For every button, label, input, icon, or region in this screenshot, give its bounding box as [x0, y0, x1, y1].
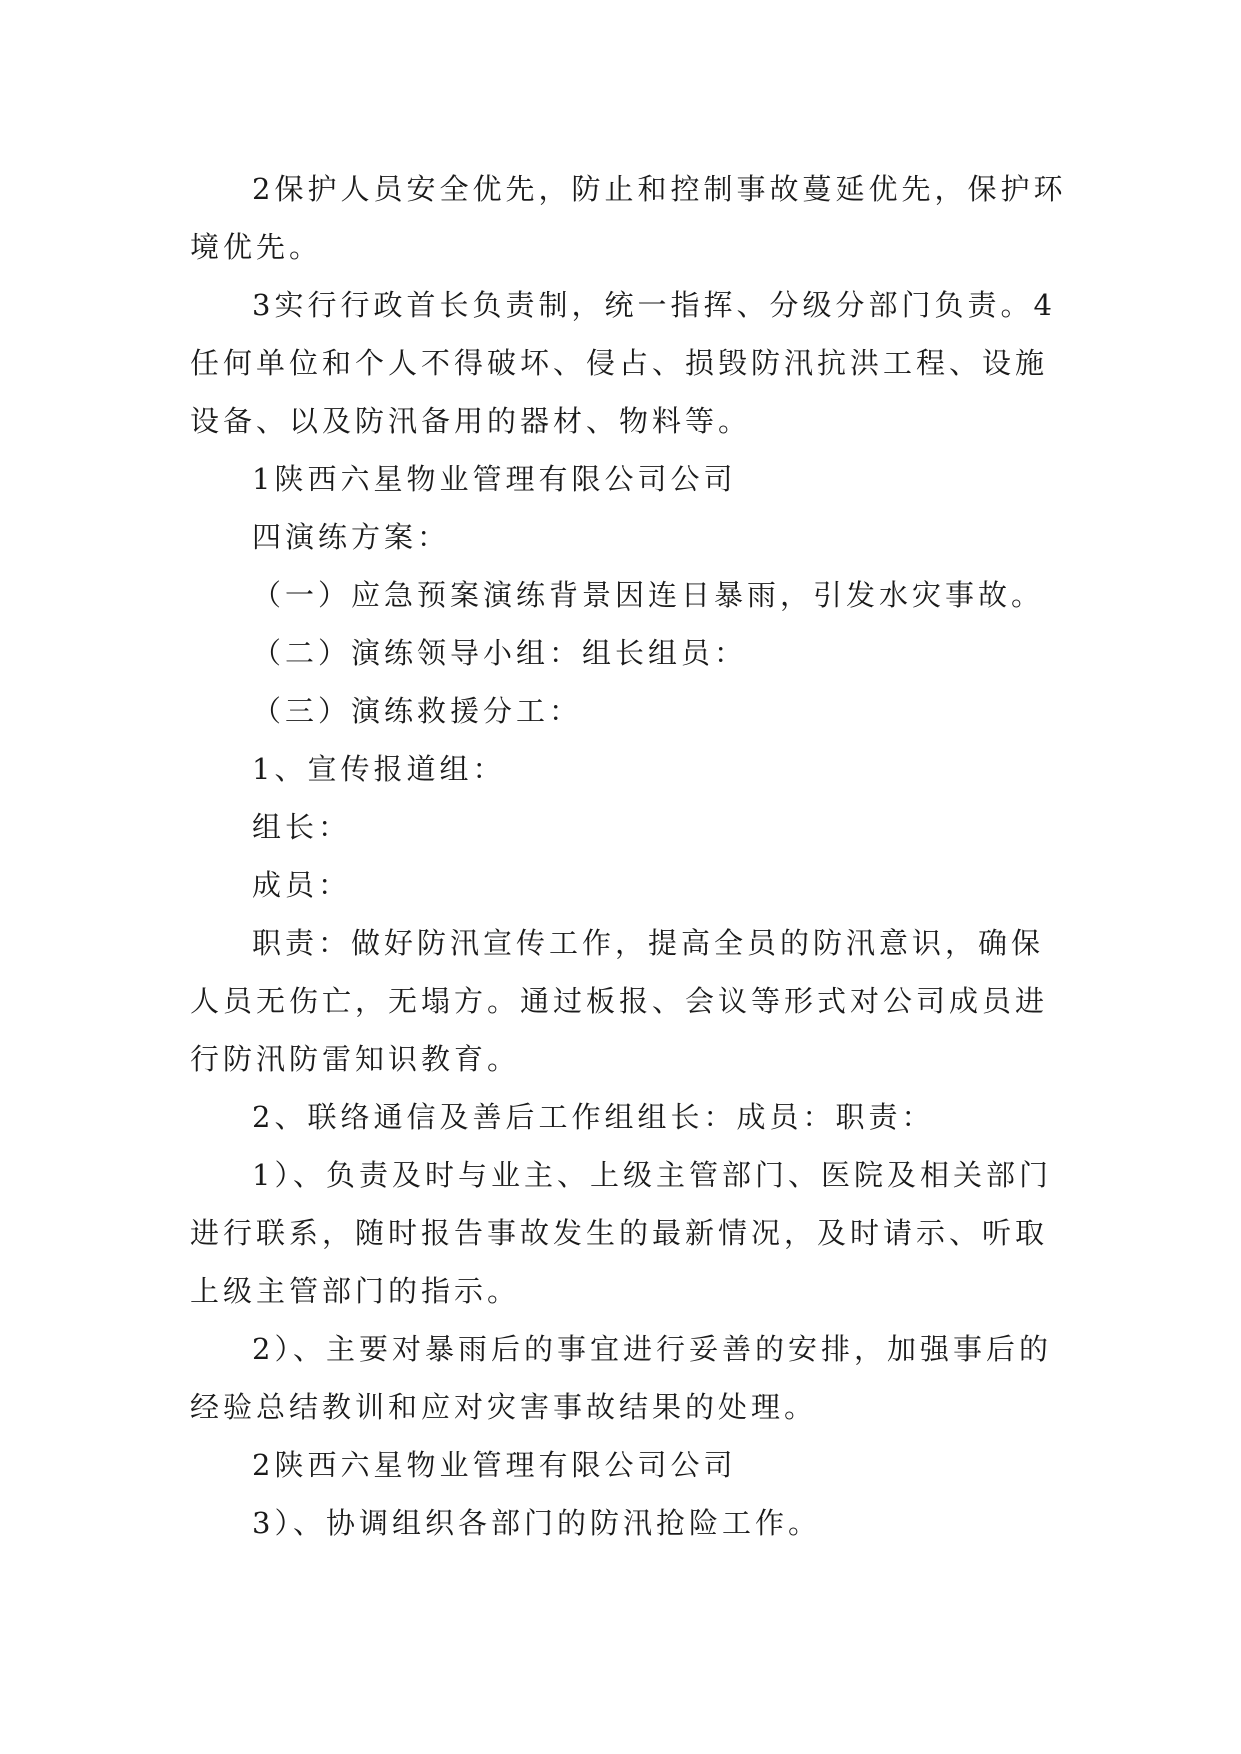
paragraph-company-2: 2陕西六星物业管理有限公司公司	[252, 1448, 737, 1482]
paragraph-drill-background: （一）应急预案演练背景因连日暴雨，引发水灾事故。	[252, 578, 1045, 612]
paragraph-principle-3-4: 3实行行政首长负责制，统一指挥、分级分部门负责。4任何单位和个人不得破坏、侵占、损毁防汛抗洪工程、设施设备、以及防汛备用的器材、物料等。	[190, 288, 1056, 438]
paragraph-liaison-group: 2、联络通信及善后工作组组长：成员：职责：	[252, 1100, 935, 1134]
paragraph-drill-division: （三）演练救援分工：	[252, 694, 583, 728]
paragraph-principle-2: 2保护人员安全优先，防止和控制事故蔓延优先，保护环境优先。	[190, 172, 1067, 264]
document-body	[190, 160, 1070, 1552]
paragraph-liaison-duty-3: 3）、协调组织各部门的防汛抢险工作。	[252, 1506, 821, 1540]
paragraph-drill-leadership: （二）演练领导小组：组长组员：	[252, 636, 748, 670]
paragraph-group-leader: 组长：	[252, 810, 352, 844]
section-heading-drill-plan: 四演练方案：	[252, 520, 451, 554]
paragraph-publicity-group: 1、宣传报道组：	[252, 752, 506, 786]
paragraph-group-members: 成员：	[252, 868, 352, 902]
paragraph-publicity-duties: 职责：做好防汛宣传工作，提高全员的防汛意识，确保人员无伤亡，无塌方。通过板报、会议等形式对公司成员进行防汛防雷知识教育。	[190, 926, 1049, 1076]
paragraph-liaison-duty-2: 2）、主要对暴雨后的事宜进行妥善的安排，加强事后的经验总结教训和应对灾害事故结果的处理。	[190, 1332, 1052, 1424]
paragraph-liaison-duty-1: 1）、负责及时与业主、上级主管部门、医院及相关部门进行联系，随时报告事故发生的最新情况，及时请示、听取上级主管部门的指示。	[190, 1158, 1052, 1308]
paragraph-company-1: 1陕西六星物业管理有限公司公司	[252, 462, 737, 496]
